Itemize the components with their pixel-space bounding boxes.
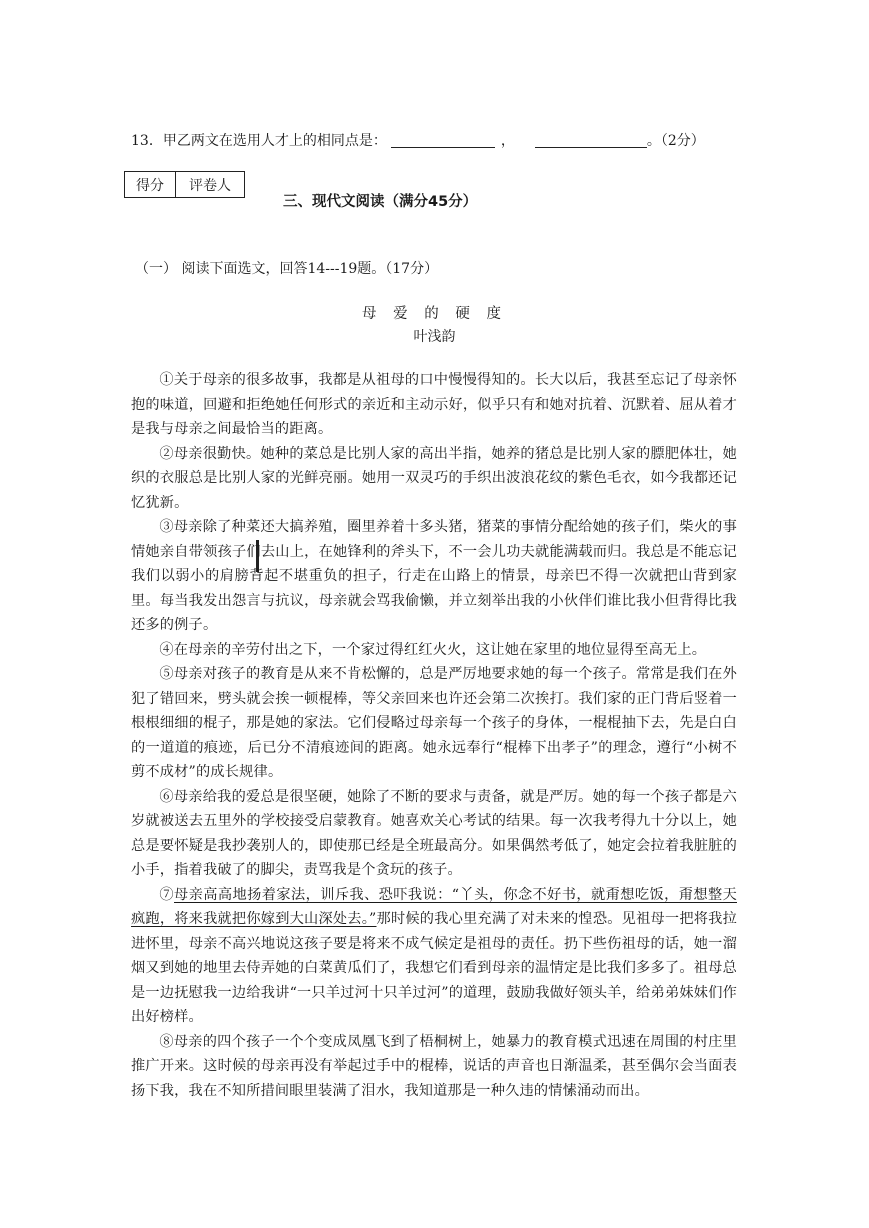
article-author: 叶浅韵 <box>413 329 456 345</box>
underlined-sentence: 母亲高高地扬着家法，训斥我、恐吓我说：“丫头，你念不好书，就甭想吃饭，甭想整天疯跑，将来我就把你嫁到大山深处去。” <box>131 886 737 927</box>
paragraph-3: ③母亲除了种菜还大搞养殖，圈里养着十多头猪，猪菜的事情分配给她的孩子们，柴火的事情她亲自带领孩子们去山上，在她锋利的斧头下，不一会儿功夫就能满载而归。我总是不能忘记我们以弱小的肩膀背起不堪重负的担子，行走在山路上的情景，母亲巴不得一次就把山背到家里。每当我发出怨言与抗议，母亲就会骂我偷懒，并立刻举出我的小伙伴们谁比我小但背得比我还多的例子。 <box>131 519 737 633</box>
paragraph-8: ⑧母亲的四个孩子一个个变成凤凰飞到了梧桐树上，她暴力的教育模式迅速在周围的村庄里推广开来。这时候的母亲再没有举起过手中的棍棒，说话的声音也日渐温柔，甚至偶尔会当面表扬下我，我在不知所措间眼里装满了泪水，我知道那是一种久违的情愫涌动而出。 <box>131 1033 737 1099</box>
article-title: 母 爱 的 硬 度 <box>362 306 507 322</box>
paragraph-7-number: ⑦ <box>159 886 175 903</box>
question-13-text: 13．甲乙两文在选用人才上的相同点是： <box>131 133 387 149</box>
paragraph-6: ⑥母亲给我的爱总是很坚硬，她除了不断的要求与责备，就是严厉。她的每一个孩子都是六岁就被送去五里外的学校接受启蒙教育。她喜欢关心考试的结果。每一次我考得九十分以上，她总是要怀疑是我抄袭别人的，即使那已经是全班最高分。如果偶然考低了，她定会拉着我脏脏的小手，指着我破了的脚尖，责骂我是个贪玩的孩子。 <box>131 788 737 878</box>
paragraph-7-rest: 那时候的我心里充满了对未来的惶恐。见祖母一把将我拉进怀里，母亲不高兴地说这孩子要是将来不成气候定是祖母的责任。扔下些伤祖母的话，她一溜烟又到她的地里去侍弄她的白菜黄瓜们了，我想它们看到母亲的温情定是比我们多多了。祖母总是一边抚慰我一边给我讲“一只羊过河十只羊过河”的道理，鼓励我做好领头羊，给弟弟妹妹们作出好榜样。 <box>131 911 737 1025</box>
score-header: 得分 <box>125 172 176 198</box>
paragraph-2: ②母亲很勤快。她种的菜总是比别人家的高出半指，她养的猪总是比别人家的膘肥体壮，她织的衣服总是比别人家的光鲜亮丽。她用一双灵巧的手织出波浪花纹的紫色毛衣，如今我都还记忆犹新。 <box>131 445 737 511</box>
score-table <box>124 171 245 198</box>
answer-blank-1[interactable] <box>391 131 495 148</box>
question-13-score: 。（2分） <box>646 133 705 149</box>
answer-blank-2[interactable] <box>535 131 647 148</box>
article-body <box>131 368 737 1103</box>
section-title: 三、现代文阅读（满分45分） <box>283 194 478 210</box>
paragraph-7 <box>131 883 737 1030</box>
reading-instructions: （一） 阅读下面选文，回答14---19题。（17分） <box>135 261 439 277</box>
paragraph-5: ⑤母亲对孩子的教育是从来不肯松懈的，总是严厉地要求她的每一个孩子。常常是我们在外犯了错回来，劈头就会挨一顿棍棒，等父亲回来也许还会第二次挨打。我们家的正门背后竖着一根根细细的棍子，那是她的家法。它们侵略过母亲每一个孩子的身体，一棍棍抽下去，先是白白的一道道的痕迹，后已分不清痕迹间的距离。她永远奉行“棍棒下出孝子”的理念，遵行“小树不剪不成材”的成长规律。 <box>131 666 737 780</box>
grader-header: 评卷人 <box>176 172 245 198</box>
paragraph-4: ④在母亲的辛劳付出之下，一个家过得红红火火，这让她在家里的地位显得至高无上。 <box>159 641 707 658</box>
question-13 <box>131 130 705 150</box>
answer-separator: ， <box>500 133 515 149</box>
paragraph-1: ①关于母亲的很多故事，我都是从祖母的口中慢慢得知的。长大以后，我甚至忘记了母亲怀抱的味道，回避和拒绝她任何形式的亲近和主动示好，似乎只有和她对抗着、沉默着、屈从着才是我与母亲之间最恰当的距离。 <box>131 372 737 437</box>
